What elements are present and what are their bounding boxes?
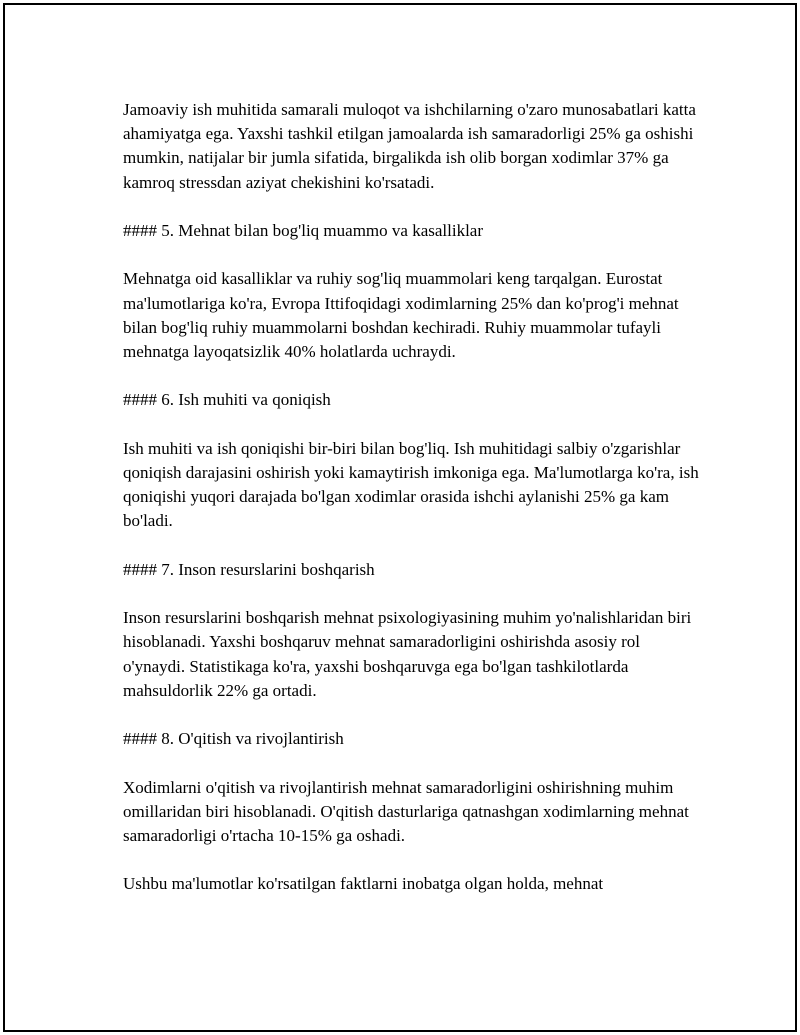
heading-section-5: #### 5. Mehnat bilan bog'liq muammo va kasalliklar xyxy=(123,221,483,240)
heading-section-6: #### 6. Ish muhiti va qoniqish xyxy=(123,390,331,410)
heading-section-7: #### 7. Inson resurslarini boshqarish xyxy=(123,559,375,579)
paragraph-teamwork: Jamoaviy ish muhitida samarali muloqot va ishchilarning o'zaro munosabatlari katta ahamiyatga ega. Yaxshi tashkil etilgan jamoalarda ish samaradorligi 25% ga oshishi mumkin, natijalar bir jumla sifatida, birgalikda ish olib borgan xodimlar 37% ga kamroq stressdan aziyat chekishini ko'rsatadi. xyxy=(123,100,696,192)
paragraph-occupational-illness: Mehnatga oid kasalliklar va ruhiy sog'liq muammolari keng tarqalgan. Eurostat ma'lumotlariga ko'ra, Evropa Ittifoqidagi xodimlarning 25% dan ko'prog'i mehnat bilan bog'liq ruhiy muammolarni boshdan kechiradi. Ruhiy muammolar tufayli mehnatga layoqatsizlik 40% holatlarda uchraydi. xyxy=(123,269,679,361)
paragraph-training: Xodimlarni o'qitish va rivojlantirish mehnat samaradorligini oshirishning muhim omillaridan biri hisoblanadi. O'qitish dasturlariga qatnashgan xodimlarning mehnat samaradorligi o'rtacha 10-15% ga oshadi. xyxy=(123,777,689,845)
paragraph-conclusion: Ushbu ma'lumotlar ko'rsatilgan faktlarni inobatga olgan holda, mehnat xyxy=(123,874,604,894)
page-frame xyxy=(3,3,797,1032)
heading-section-8: #### 8. O'qitish va rivojlantirish xyxy=(123,729,344,749)
paragraph-hr-management: Inson resurslarini boshqarish mehnat psixologiyasining muhim yo'nalishlaridan biri hisoblanadi. Yaxshi boshqaruv mehnat samaradorligini oshirishda asosiy rol o'ynaydi. Statistikaga ko'ra, yaxshi boshqaruvga ega bo'lgan tashkilotlarda mahsuldorlik 22% ga ortadi. xyxy=(123,608,692,700)
paragraph-work-environment: Ish muhiti va ish qoniqishi bir-biri bilan bog'liq. Ish muhitidagi salbiy o'zgarishlar qoniqish darajasini oshirish yoki kamaytirish imkoniga ega. Ma'lumotlarga ko'ra, ish qoniqishi yuqori darajada bo'lgan xodimlar orasida ishchi aylanishi 25% ga kam bo'ladi. xyxy=(123,438,699,531)
document-body xyxy=(123,98,703,897)
